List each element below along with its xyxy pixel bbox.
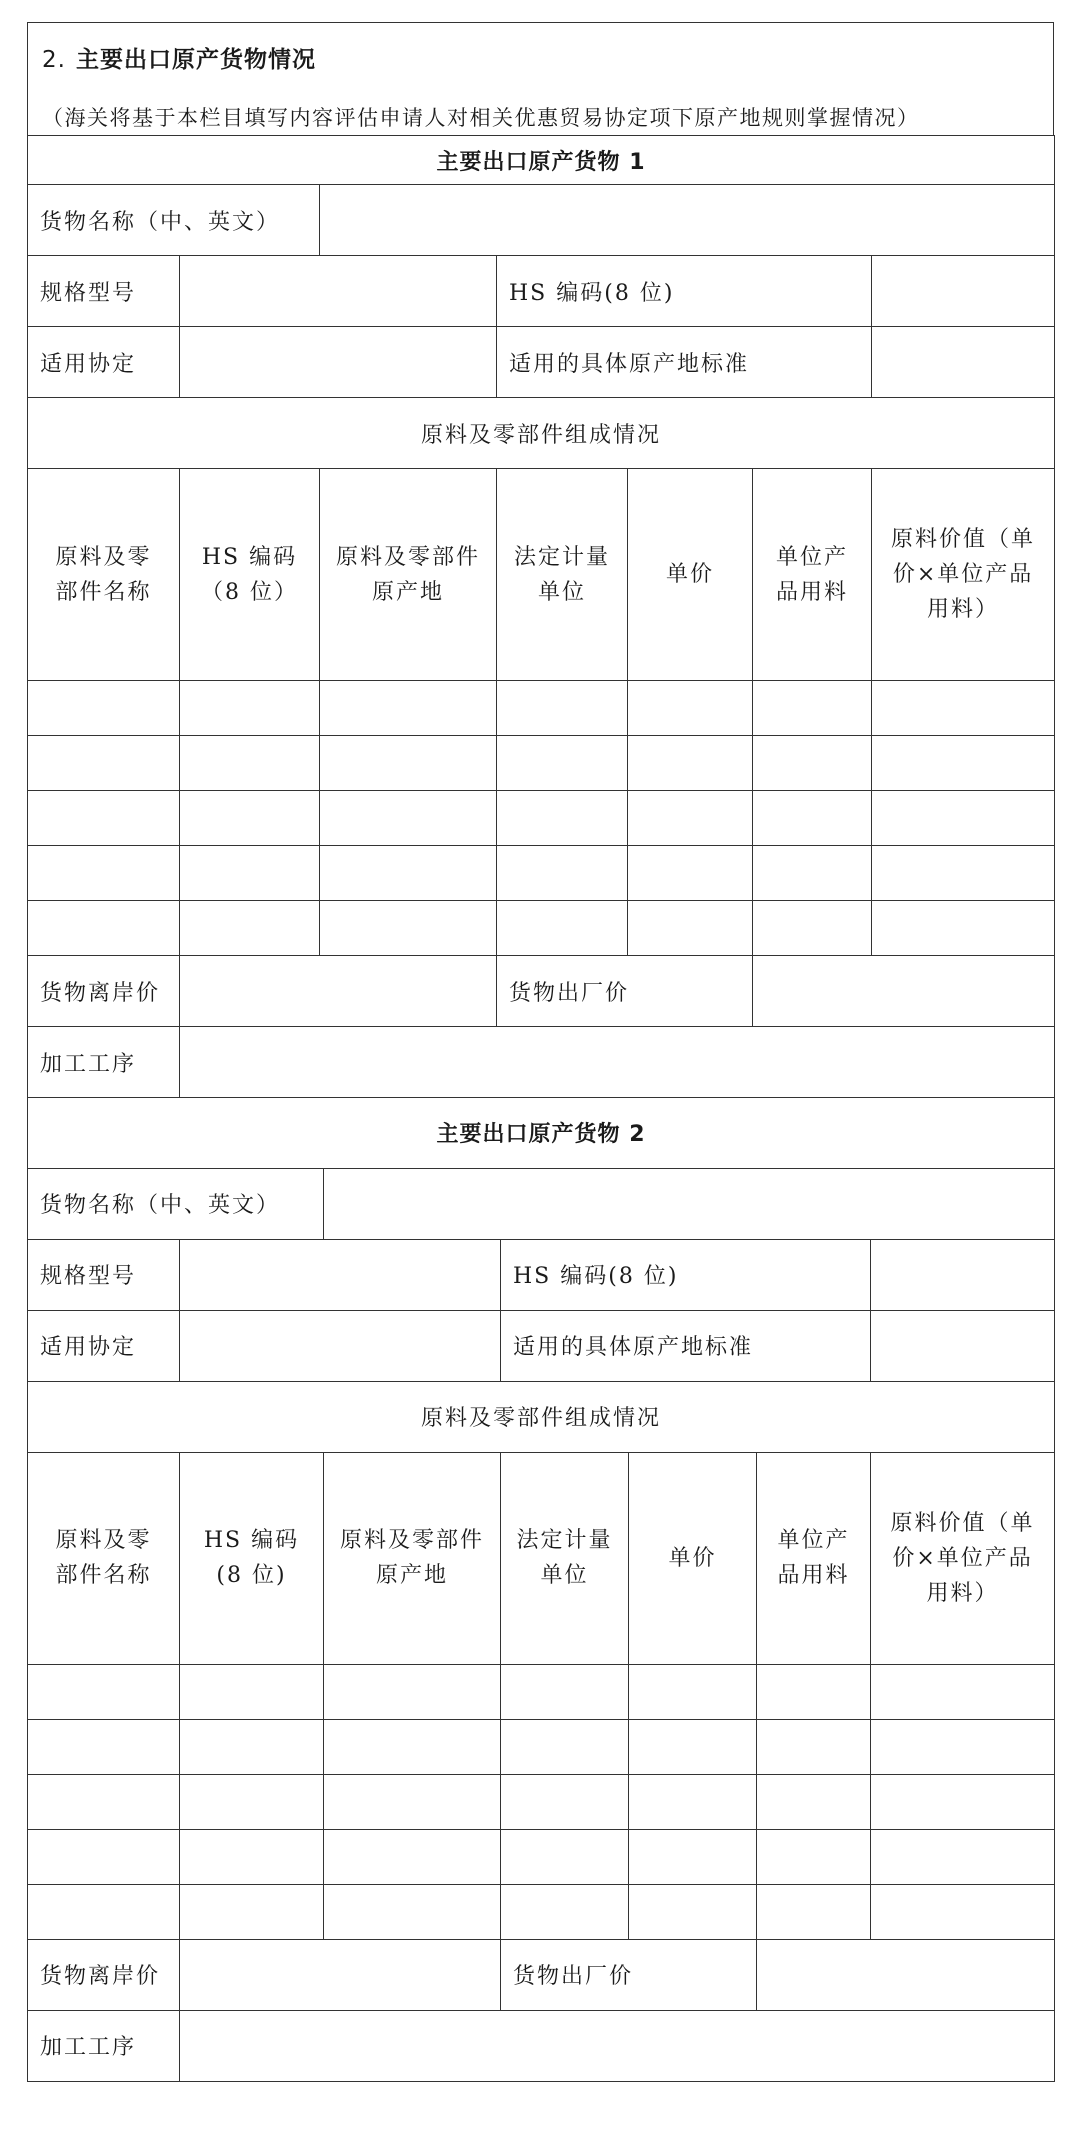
table-row	[28, 1829, 1055, 1884]
col-header-material-origin: 原料及零部件 原产地	[320, 469, 497, 681]
hs-code-field[interactable]	[871, 1239, 1055, 1310]
section-title-text: 主要出口原产货物情况	[75, 47, 316, 73]
col-header-unit-consumption: 单位产 品用料	[757, 1452, 871, 1664]
hs-code-label: HS 编码(8 位)	[497, 256, 872, 327]
composition-header: 原料及零部件组成情况	[28, 398, 1055, 469]
process-label: 加工工序	[28, 2010, 180, 2081]
composition-header: 原料及零部件组成情况	[28, 1381, 1055, 1452]
table-row	[28, 901, 1055, 956]
agreement-field[interactable]	[180, 1310, 501, 1381]
col-header-unit-price: 单价	[628, 469, 753, 681]
origin-criterion-label: 适用的具体原产地标准	[497, 327, 872, 398]
fob-price-field[interactable]	[180, 956, 497, 1027]
goods-table-2	[27, 1097, 1055, 2082]
col-header-material-value: 原料价值（单 价×单位产品 用料）	[871, 1452, 1055, 1664]
goods-name-field[interactable]	[320, 185, 1055, 256]
table-row	[28, 846, 1055, 901]
col-header-legal-unit: 法定计量 单位	[501, 1452, 629, 1664]
col-header-unit-price: 单价	[629, 1452, 757, 1664]
col-header-material-name: 原料及零 部件名称	[28, 469, 180, 681]
agreement-field[interactable]	[180, 327, 497, 398]
section-note: （海关将基于本栏目填写内容评估申请人对相关优惠贸易协定项下原产地规则掌握情况）	[42, 106, 920, 130]
table-row	[28, 1719, 1055, 1774]
exw-price-field[interactable]	[757, 1939, 1055, 2010]
agreement-label: 适用协定	[28, 327, 180, 398]
col-header-material-value: 原料价值（单 价×单位产品 用料）	[872, 469, 1055, 681]
goods-table-1	[27, 135, 1055, 1098]
fob-price-field[interactable]	[180, 1939, 501, 2010]
col-header-legal-unit: 法定计量 单位	[497, 469, 628, 681]
table-row	[28, 1774, 1055, 1829]
agreement-label: 适用协定	[28, 1310, 180, 1381]
section-number: 2.	[42, 47, 66, 73]
exw-price-label: 货物出厂价	[497, 956, 753, 1027]
origin-criterion-field[interactable]	[871, 1310, 1055, 1381]
table-row	[28, 736, 1055, 791]
form-page	[27, 22, 1054, 2082]
table-row	[28, 1884, 1055, 1939]
spec-label: 规格型号	[28, 256, 180, 327]
col-header-hs-code: HS 编码 （8 位）	[180, 469, 320, 681]
origin-criterion-field[interactable]	[872, 327, 1055, 398]
origin-criterion-label: 适用的具体原产地标准	[501, 1310, 871, 1381]
col-header-material-name: 原料及零 部件名称	[28, 1452, 180, 1664]
col-header-hs-code: HS 编码 (8 位)	[180, 1452, 324, 1664]
table-row	[28, 1664, 1055, 1719]
goods-name-label: 货物名称（中、英文）	[28, 185, 320, 256]
goods-header: 主要出口原产货物 2	[28, 1097, 1055, 1168]
process-label: 加工工序	[28, 1027, 180, 1098]
process-field[interactable]	[180, 2010, 1055, 2081]
fob-price-label: 货物离岸价	[28, 1939, 180, 2010]
exw-price-label: 货物出厂价	[501, 1939, 757, 2010]
goods-name-field[interactable]	[324, 1168, 1055, 1239]
fob-price-label: 货物离岸价	[28, 956, 180, 1027]
col-header-unit-consumption: 单位产 品用料	[753, 469, 872, 681]
hs-code-label: HS 编码(8 位)	[501, 1239, 871, 1310]
section-title	[42, 41, 1053, 74]
exw-price-field[interactable]	[753, 956, 1055, 1027]
table-row	[28, 791, 1055, 846]
process-field[interactable]	[180, 1027, 1055, 1098]
goods-name-label: 货物名称（中、英文）	[28, 1168, 324, 1239]
section-intro	[27, 22, 1054, 135]
col-header-material-origin: 原料及零部件 原产地	[324, 1452, 501, 1664]
spec-field[interactable]	[180, 256, 497, 327]
spec-field[interactable]	[180, 1239, 501, 1310]
table-row	[28, 681, 1055, 736]
hs-code-field[interactable]	[872, 256, 1055, 327]
spec-label: 规格型号	[28, 1239, 180, 1310]
goods-header: 主要出口原产货物 1	[28, 136, 1055, 185]
